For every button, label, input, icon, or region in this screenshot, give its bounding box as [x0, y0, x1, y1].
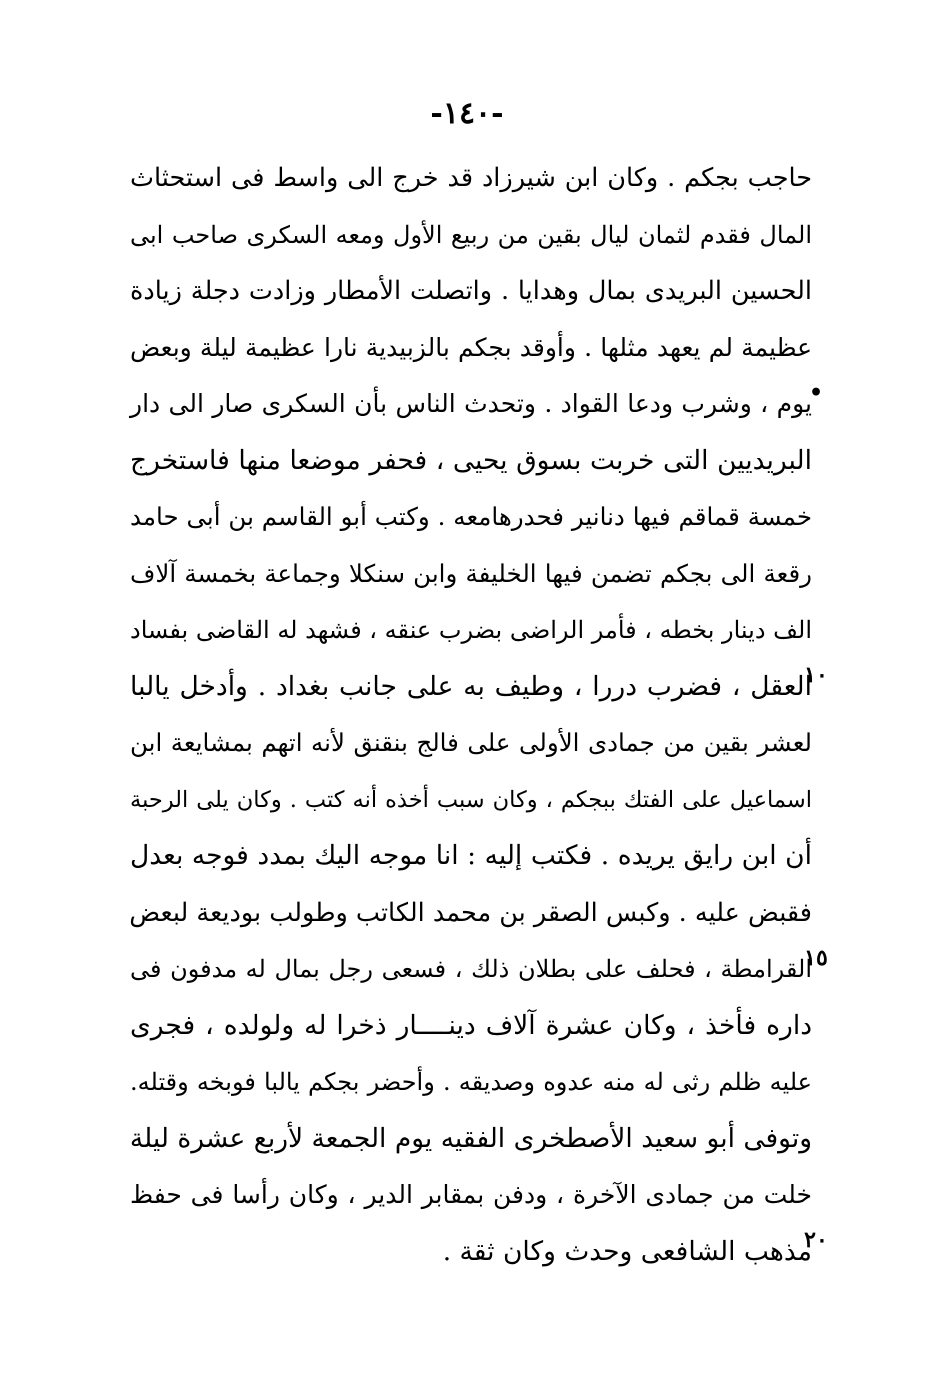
text-line: لعشر بقين من جمادى الأولى على فالج بنقنق لأنه اتهم بمشايعة ابن — [130, 728, 812, 757]
text-line: داره فأخذ ، وكان عشرة آلاف دينــــار ذخرا له ولولده ، فجرى — [130, 1009, 812, 1041]
text-line: مذهب الشافعى وحدث وكان ثقة . — [442, 1235, 812, 1267]
line-marker-5: • — [808, 380, 824, 406]
page-number: -١٤٠- — [430, 96, 504, 131]
text-line: العقل ، فضرب دررا ، وطيف به على جانب بغداد . وأدخل يالبا — [130, 670, 812, 702]
line-marker-20: ٢٠ — [804, 1227, 828, 1253]
text-line: خمسة قماقم فيها دنانير فحدرهامعه . وكتب أبو القاسم بن أبى حامد — [130, 502, 812, 531]
text-line: فقبض عليه . وكبس الصقر بن محمد الكاتب وطولب بوديعة لبعض — [129, 897, 812, 928]
text-line: رقعة الى بجكم تضمن فيها الخليفة وابن سنكلا وجماعة بخمسة آلاف — [130, 558, 812, 588]
body-text — [130, 150, 812, 1280]
text-line: حاجب بجكم . وكان ابن شيرزاد قد خرج الى واسط فى استحثاث — [130, 163, 812, 193]
text-line: البريديين التى خربت بسوق يحيى ، فحفر موضعا منها فاستخرج — [130, 444, 812, 476]
text-line: خلت من جمادى الآخرة ، ودفن بمقابر الدير ، وكان رأسا فى حفظ — [130, 1180, 812, 1209]
text-line: اسماعيل على الفتك ببجكم ، وكان سبب أخذه أنه كتب . وكان يلى الرحبة — [130, 786, 812, 813]
text-line: الحسين البريدى بمال وهدايا . واتصلت الأمطار وزادت دجلة زيادة — [130, 276, 812, 306]
text-line: القرامطة ، فحلف على بطلان ذلك ، فسعى رجل بمال له مدفون فى — [130, 955, 812, 983]
text-line: عليه ظلم رثى له منه عدوه وصديقه . وأحضر بجكم يالبا فوبخه وقتله. — [130, 1068, 812, 1096]
text-line: الف دينار بخطه ، فأمر الراضى بضرب عنقه ، فشهد له القاضى بفساد — [130, 616, 812, 644]
text-line: وتوفى أبو سعيد الأصطخرى الفقيه يوم الجمعة لأربع عشرة ليلة — [129, 1122, 812, 1154]
line-marker-15: ١٥ — [804, 945, 828, 971]
text-line: يوم ، وشرب ودعا القواد . وتحدث الناس بأن السكرى صار الى دار — [130, 389, 812, 418]
text-line: المال فقدم لثمان ليال بقين من ربيع الأول ومعه السكرى صاحب ابى — [130, 220, 812, 249]
line-marker-10: ١٠ — [804, 662, 828, 688]
text-line: عظيمة لم يعهد مثلها . وأوقد بجكم بالزبيدية نارا عظيمة ليلة وبعض — [130, 332, 812, 362]
text-line: أن ابن رايق يريده . فكتب إليه : انا موجه اليك بمدد فوجه بعدل — [130, 840, 812, 871]
